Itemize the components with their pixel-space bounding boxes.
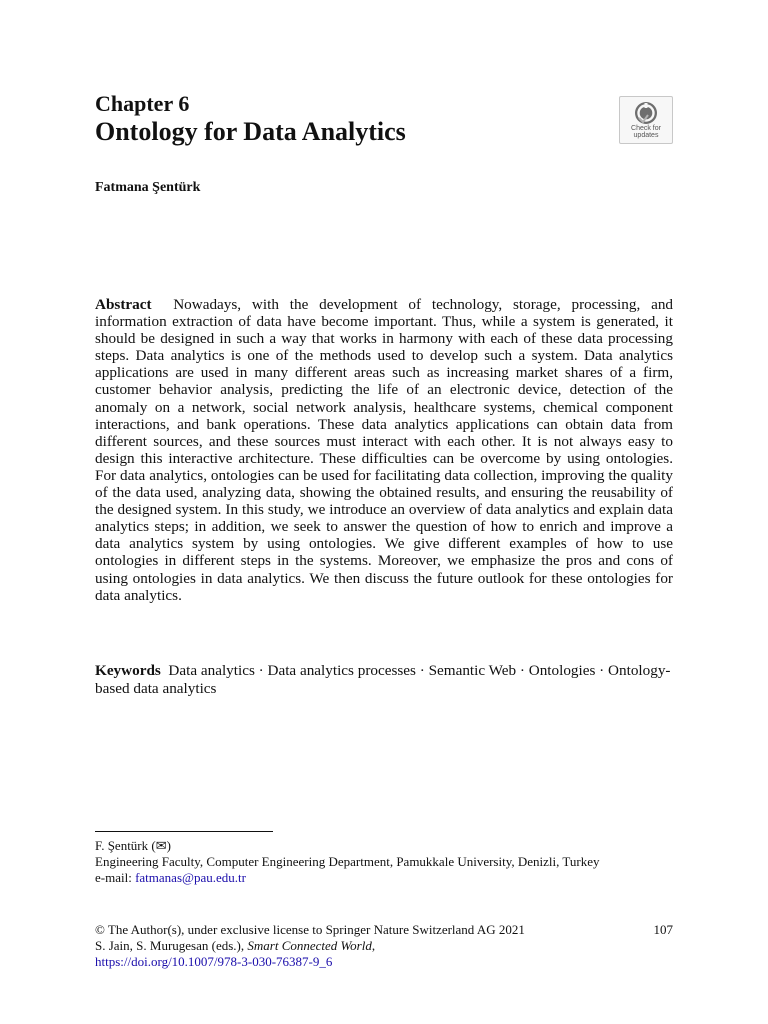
- check-for-updates-badge[interactable]: [619, 96, 673, 144]
- footnote-divider: [95, 831, 273, 832]
- doi-link[interactable]: https://doi.org/10.1007/978-3-030-76387-9_6: [95, 954, 333, 969]
- chapter-title: Ontology for Data Analytics: [95, 117, 406, 146]
- author-name: Fatmana Şentürk: [95, 180, 201, 195]
- author-affiliation: [95, 838, 673, 886]
- book-suffix: ,: [371, 938, 376, 953]
- footnote-author: F. Şentürk (✉): [95, 838, 171, 853]
- email-label: e-mail:: [95, 870, 136, 885]
- citation-line: [95, 938, 673, 954]
- check-for-updates-icon: [634, 101, 658, 125]
- chapter-number: Chapter 6: [95, 91, 190, 116]
- copyright-text: © The Author(s), under exclusive license to Springer Nature Switzerland AG 2021: [95, 922, 525, 937]
- email-link[interactable]: fatmanas@pau.edu.tr: [135, 870, 246, 885]
- doi-line: [95, 954, 673, 970]
- abstract-heading: Abstract: [95, 296, 152, 313]
- affiliation-text: Engineering Faculty, Computer Engineering Department, Pamukkale University, Denizli, Turkey: [95, 854, 600, 869]
- copyright-line: [95, 922, 673, 938]
- keywords-text: Data analytics · Data analytics processes · Semantic Web · Ontologies · Ontology-based data analytics: [95, 662, 671, 697]
- abstract-text: Nowadays, with the development of technology, storage, processing, and information extraction of data have become important. Thus, while a system is generated, it should be designed in such a way that works in harmony with each of these data processing steps. Data analytics is one of the methods used to develop such a system. Data analytics applications are used in many different areas such as increasing market shares of a firm, customer behavior analysis, predicting the life of an electronic device, detection of the anomaly on a network, social network analysis, healthcare systems, chemical component interactions, and bank operations. These data analytics applications can obtain data from different sources, and these sources must interact with each other. It is not always easy to design this interactive architecture. These difficulties can be overcome by using ontologies. For data analytics, ontologies can be used for facilitating data collection, improving the quality of the data used, analyzing data, showing the obtained results, and ensuring the reusability of the designed system. In this study, we introduce an overview of data analytics and explain data analytics steps; in addition, we seek to answer the question of how to enrich and improve a data analytics system by using ontologies. We give different examples of how to use ontologies in different steps in the systems. Moreover, we emphasize the pros and cons of using ontologies in data analytics. We then discuss the future outlook for these ontologies for data analytics.: [95, 296, 674, 604]
- badge-label-1: Check for: [631, 125, 661, 132]
- book-title: Smart Connected World: [247, 938, 372, 953]
- keywords-heading: Keywords: [95, 662, 161, 679]
- keywords: [95, 662, 673, 698]
- badge-label-2: updates: [633, 132, 659, 139]
- abstract: [95, 296, 673, 604]
- copyright-block: [95, 922, 673, 970]
- email-line: [95, 870, 673, 886]
- page-number: 107: [653, 922, 673, 937]
- editors-text: S. Jain, S. Murugesan (eds.),: [95, 938, 248, 953]
